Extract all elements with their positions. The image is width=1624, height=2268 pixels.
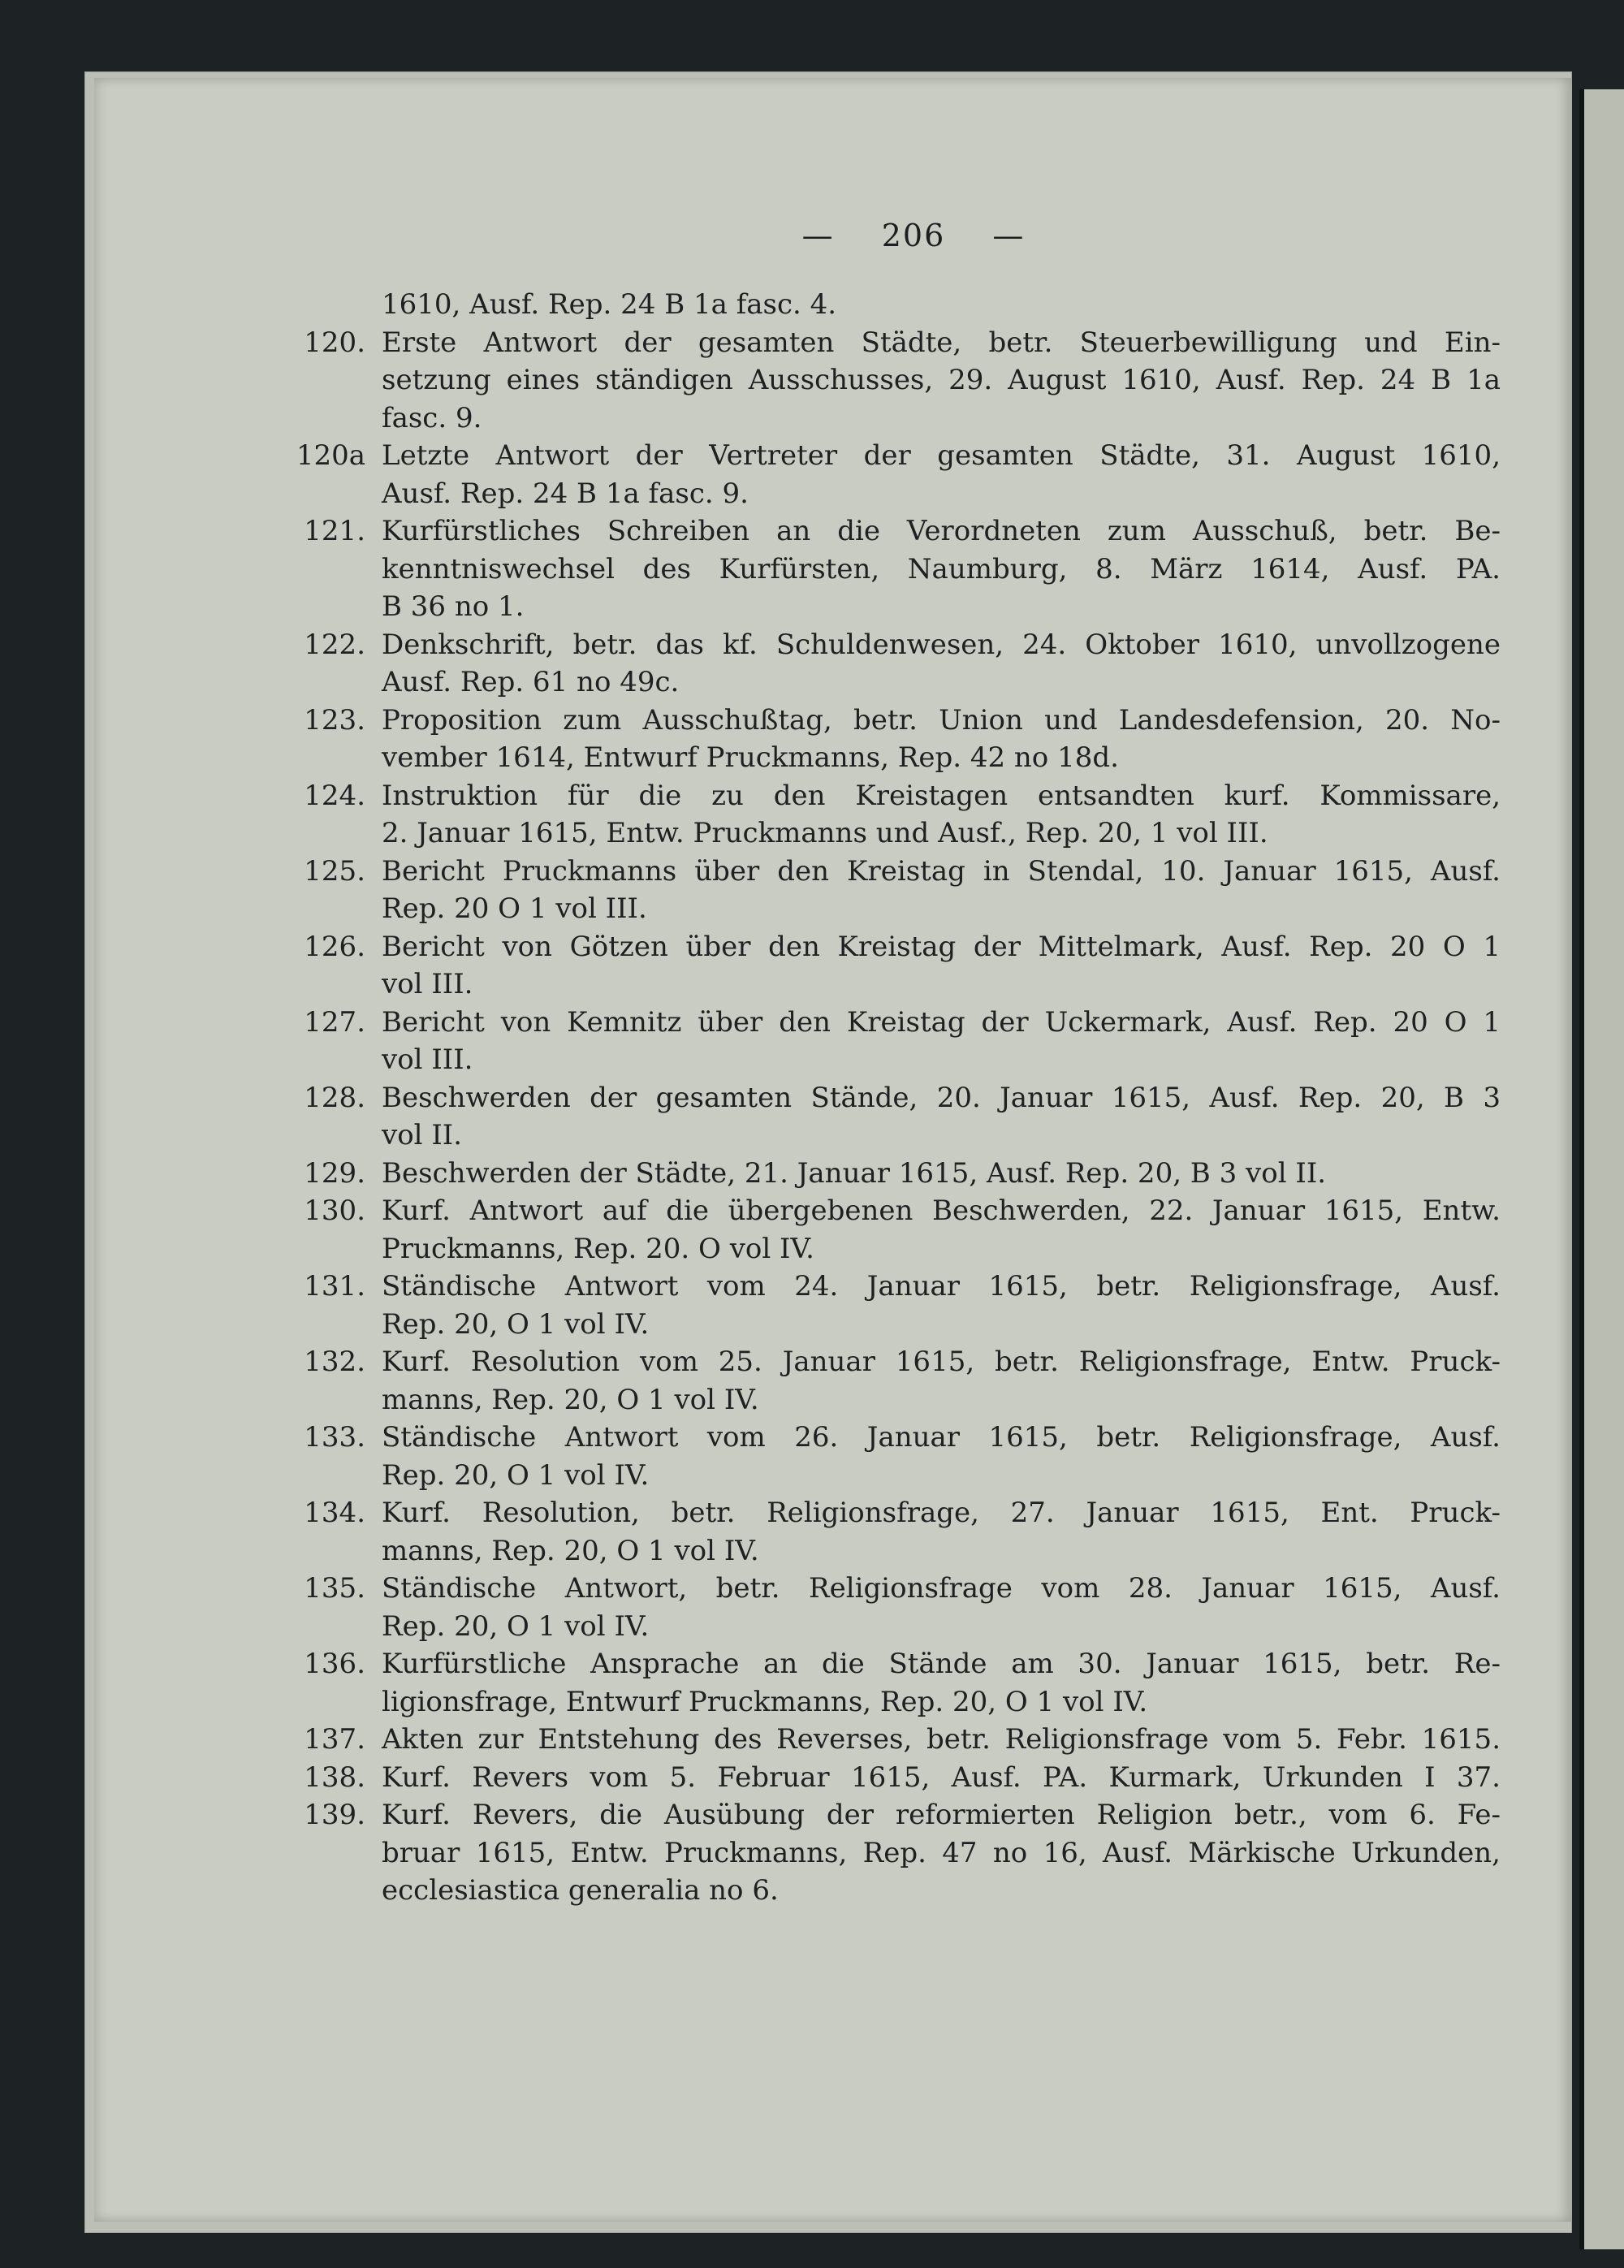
entry-text: Instruktion für die zu den Kreistagen entsandten kurf. Kommissare, [382,779,1501,812]
entry-continuation-line [382,1872,1501,1910]
entry-text: Rep. 20, O 1 vol IV. [382,1609,650,1643]
entry-text: 2. Januar 1615, Entw. Pruckmanns und Ausf., Rep. 20, 1 vol III. [382,817,1268,849]
entry-number: 120. [304,326,365,359]
entry-text: Beschwerden der gesamten Stände, 20. Januar 1615, Ausf. Rep. 20, B 3 [382,1081,1501,1114]
entry-number: 134. [304,1497,365,1529]
entry-text: Bericht Pruckmanns über den Kreistag in Stendal, 10. Januar 1615, Ausf. [382,854,1501,888]
entry-text: 1610, Ausf. Rep. 24 B 1a fasc. 4. [382,288,837,321]
entry-text: Letzte Antwort der Vertreter der gesamten Städte, 31. August 1610, [382,439,1501,472]
entry-continuation-line [382,1608,1501,1646]
entry-continuation-line [382,1834,1501,1873]
entry-text: Rep. 20 O 1 vol III. [382,892,647,925]
entry-first-line [304,1192,1501,1230]
entry-text: Rep. 20, O 1 vol IV. [382,1307,650,1341]
entry-text: setzung eines ständigen Ausschusses, 29. August 1610, Ausf. Rep. 24 B 1a [382,364,1501,396]
entry-first-line [304,1570,1501,1608]
entry-number: 120a [296,439,365,472]
entry-text: Ständische Antwort, betr. Religionsfrage vom 28. Januar 1615, Ausf. [382,1572,1501,1605]
page-header [0,218,1624,266]
entry-number: 129. [304,1156,365,1190]
entry-text: Pruckmanns, Rep. 20. O vol IV. [382,1232,814,1265]
entry-continuation-line [382,1117,1501,1155]
entry-continuation-line [382,400,1501,438]
entry-number: 121. [304,515,365,547]
entry-continuation-line [382,475,1501,513]
entry-first-line [304,1645,1501,1683]
entry-text: ecclesiastica generalia no 6. [382,1874,779,1907]
entry-first-line [296,437,1501,475]
entry-first-line [304,702,1501,740]
entry-text: Kurfürstliche Ansprache an die Stände am 30. Januar 1615, betr. Re- [382,1648,1501,1680]
entry-continuation-line [382,890,1501,928]
entry-text: Denkschrift, betr. das kf. Schuldenwesen, 24. Oktober 1610, unvollzogene [382,628,1501,661]
entry-first-line [304,853,1501,891]
entry-text: Rep. 20, O 1 vol IV. [382,1458,650,1492]
entry-number: 126. [304,930,365,963]
entry-continuation-line [382,663,1501,702]
entry-first-line [304,1721,1501,1759]
entry-continuation-line [382,286,1501,324]
entry-text: kenntniswechsel des Kurfürsten, Naumburg, 8. März 1614, Ausf. PA. [382,552,1501,585]
entry-first-line [304,1494,1501,1532]
entry-continuation-line [382,361,1501,400]
page-number: 206 [881,218,946,253]
entry-text: ligionsfrage, Entwurf Pruckmanns, Rep. 20, O 1 vol IV. [382,1685,1148,1718]
entry-text: Kurfürstliches Schreiben an die Verordneten zum Ausschuß, betr. Be- [382,515,1501,547]
entry-text: Akten zur Entstehung des Reverses, betr. Religionsfrage vom 5. Febr. 1615. [382,1723,1501,1756]
entry-first-line [304,512,1501,551]
entry-text: Erste Antwort der gesamten Städte, betr. Steuerbewilligung und Ein- [382,326,1501,359]
entry-number: 122. [304,628,365,661]
entry-text: fasc. 9. [382,401,482,434]
entry-text: manns, Rep. 20, O 1 vol IV. [382,1383,759,1416]
entry-text: Kurf. Revers vom 5. Februar 1615, Ausf. PA. Kurmark, Urkunden I 37. [382,1760,1501,1794]
entry-text: bruar 1615, Entw. Pruckmanns, Rep. 47 no 16, Ausf. Märkische Urkunden, [382,1836,1501,1869]
entry-number: 132. [304,1346,365,1378]
entry-text: Kurf. Antwort auf die übergebenen Beschwerden, 22. Januar 1615, Entw. [382,1194,1501,1227]
entry-text: Kurf. Resolution, betr. Religionsfrage, 27. Januar 1615, Ent. Pruck- [382,1497,1501,1529]
entry-first-line [304,1155,1501,1193]
entry-number: 133. [304,1421,365,1454]
entry-first-line [304,1004,1501,1042]
entry-first-line [304,1079,1501,1117]
entry-number: 127. [304,1005,365,1039]
entry-text: manns, Rep. 20, O 1 vol IV. [382,1534,759,1567]
entry-text: Bericht von Götzen über den Kreistag der Mittelmark, Ausf. Rep. 20 O 1 [382,930,1501,963]
entry-number: 128. [304,1081,365,1114]
entry-number: 123. [304,703,365,737]
entry-text: vol III. [382,968,473,1000]
entry-continuation-line [382,966,1501,1004]
entry-continuation-line [382,1381,1501,1419]
entry-text: Beschwerden der Städte, 21. Januar 1615, Ausf. Rep. 20, B 3 vol II. [382,1156,1327,1190]
entry-text: Bericht von Kemnitz über den Kreistag der Uckermark, Ausf. Rep. 20 O 1 [382,1005,1501,1039]
header-dash-right: — [992,218,1026,253]
entry-text: Ausf. Rep. 61 no 49c. [382,666,680,698]
entry-number: 137. [304,1723,365,1756]
entry-continuation-line [382,1306,1501,1344]
entry-number: 136. [304,1648,365,1680]
entry-first-line [304,1759,1501,1797]
entry-text: B 36 no 1. [382,590,525,623]
entry-first-line [304,1419,1501,1457]
entry-continuation-line [382,1230,1501,1268]
entry-text: Ständische Antwort vom 24. Januar 1615, betr. Religionsfrage, Ausf. [382,1270,1501,1302]
entry-continuation-line [382,739,1501,777]
entry-text: Kurf. Resolution vom 25. Januar 1615, betr. Religionsfrage, Entw. Pruck- [382,1346,1501,1378]
entry-continuation-line [382,1683,1501,1722]
entry-first-line [304,777,1501,815]
entry-first-line [304,1796,1501,1834]
entry-number: 139. [304,1799,365,1831]
entry-text: Proposition zum Ausschußtag, betr. Union und Landesdefension, 20. No- [382,703,1501,737]
facing-page-edge [1579,89,1624,2249]
entry-first-line [304,928,1501,966]
entry-continuation-line [382,1532,1501,1570]
entry-number: 124. [304,779,365,812]
entry-number: 138. [304,1760,365,1794]
entry-text: Ständische Antwort vom 26. Januar 1615, betr. Religionsfrage, Ausf. [382,1421,1501,1454]
entry-text: Ausf. Rep. 24 B 1a fasc. 9. [382,477,749,510]
header-dash-left: — [801,218,835,253]
entry-text: vol II. [382,1119,463,1151]
entry-continuation-line [382,1041,1501,1079]
entry-continuation-line [382,588,1501,626]
entry-continuation-line [382,814,1501,853]
entry-first-line [304,1343,1501,1381]
entry-text: Kurf. Revers, die Ausübung der reformierten Religion betr., vom 6. Fe- [382,1799,1501,1831]
entry-number: 130. [304,1194,365,1227]
entry-number: 135. [304,1572,365,1605]
entry-first-line [304,324,1501,362]
entry-first-line [304,626,1501,664]
entry-continuation-line [382,1457,1501,1495]
entry-continuation-line [382,551,1501,589]
entry-text: vember 1614, Entwurf Pruckmanns, Rep. 42 no 18d. [382,741,1119,774]
entry-number: 125. [304,854,365,888]
entry-number: 131. [304,1270,365,1302]
entry-text: vol III. [382,1043,473,1076]
entry-first-line [304,1268,1501,1306]
document-body [296,286,1501,1910]
